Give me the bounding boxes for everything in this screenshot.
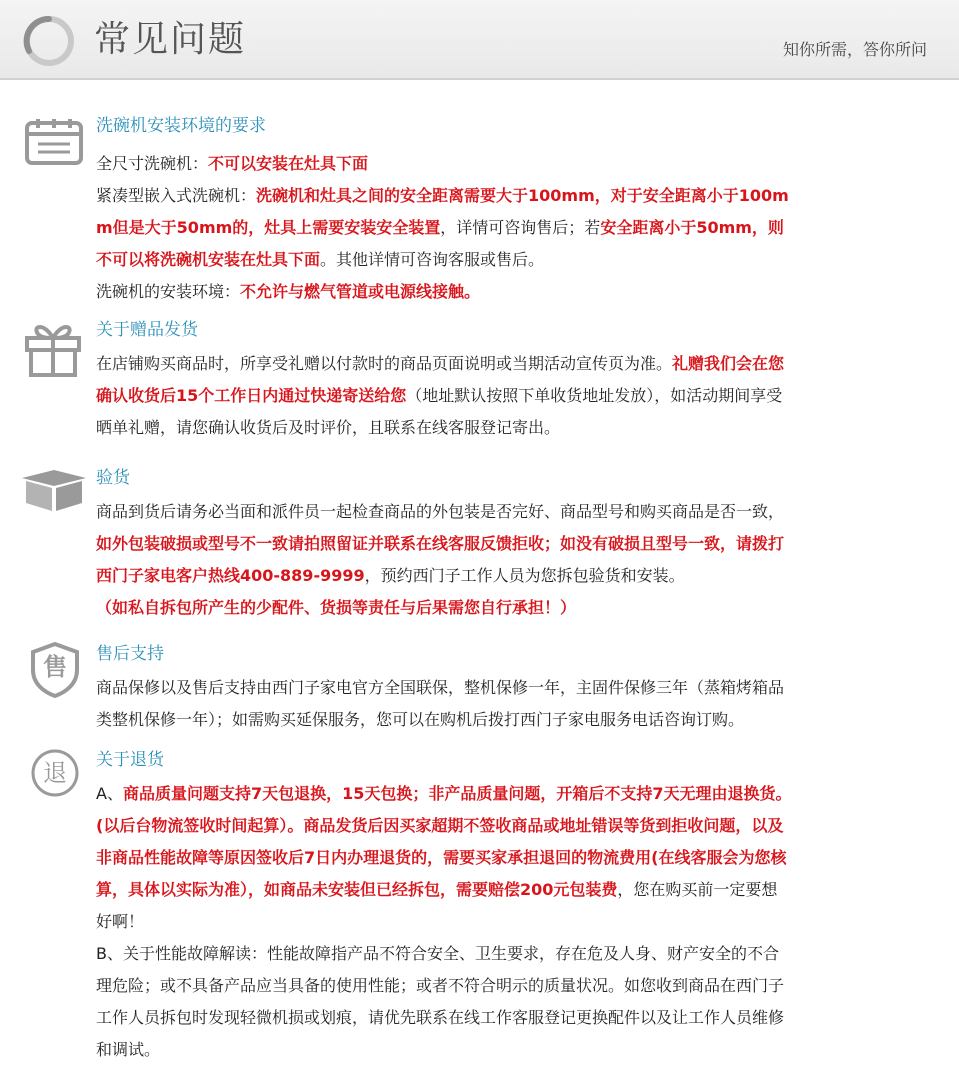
after-sales-shield-icon (30, 642, 80, 698)
text-line: （如私自拆包所产生的少配件、货损等责任与后果需您自行承担！） (96, 598, 577, 617)
section-title: 关于赠品发货 (96, 320, 198, 340)
section-body (96, 778, 926, 1066)
text-line: 商品到货后请务必当面和派件员一起检查商品的外包装是否完好、商品型号和购买商品是否一致， (96, 502, 785, 521)
text-line: 如外包装破损或型号不一致请拍照留证并联系在线客服反馈拒收；如没有破损且型号一致，请拨打 (96, 534, 785, 553)
text-line: m但是大于50mm的，灶具上需要安装安全装置，详情可咨询售后；若安全距离小于50mm，则 (96, 218, 784, 237)
text-line: 理危险；或不具备产品应当具备的使用性能；或者不符合明示的质量状况。如您收到商品在西门子 (96, 976, 785, 995)
return-icon (30, 748, 80, 798)
text-line: 西门子家电客户热线400-889-9999，预约西门子工作人员为您拆包验货和安装。 (96, 566, 685, 585)
text-line: 商品保修以及售后支持由西门子家电官方全国联保，整机保修一年，主固件保修三年（蒸箱烤箱品 (96, 678, 785, 697)
page-title: 常见问题 (94, 19, 247, 60)
section-title: 关于退货 (96, 750, 164, 770)
text-line: 类整机保修一年）；如需购买延保服务，您可以在购机后拨打西门子家电服务电话咨询订购。 (96, 710, 745, 729)
section-body (96, 496, 926, 624)
text-line: A、商品质量问题支持7天包退换，15天包换；非产品质量问题，开箱后不支持7天无理由退换货。 (96, 784, 792, 803)
text-line: 全尺寸洗碗机：不可以安装在灶具下面 (96, 154, 369, 173)
section-body (96, 348, 926, 444)
text-line: 好啊！ (96, 912, 145, 931)
section-title: 洗碗机安装环境的要求 (96, 116, 266, 136)
text-line: 非商品性能故障等原因签收后7日内办理退货的，需要买家承担退回的物流费用(在线客服会为您核 (96, 848, 787, 867)
section-title: 售后支持 (96, 644, 164, 664)
icon-glyph: 退 (43, 759, 67, 787)
text-line: 工作人员拆包时发现轻微机损或划痕，请优先联系在线工作客服登记更换配件以及让工作人员维修 (96, 1008, 785, 1027)
section-title: 验货 (96, 468, 130, 488)
text-line: 洗碗机的安装环境：不允许与燃气管道或电源线接触。 (96, 282, 481, 301)
text-line: 紧凑型嵌入式洗碗机：洗碗机和灶具之间的安全距离需要大于100mm，对于安全距离小于100m (96, 186, 789, 205)
text-line: 晒单礼赠，请您确认收货后及时评价，且联系在线客服登记寄出。 (96, 418, 561, 437)
dishwasher-icon (24, 118, 84, 166)
text-line: 不可以将洗碗机安装在灶具下面。其他详情可咨询客服或售后。 (96, 250, 545, 269)
text-line: 在店铺购买商品时，所享受礼赠以付款时的商品页面说明或当期活动宣传页为准。礼赠我们会在您 (96, 354, 785, 373)
header-slogan: 知你所需，答你所问 (782, 40, 927, 59)
box-icon (20, 468, 88, 512)
text-line: 和调试。 (96, 1040, 161, 1059)
page-header (0, 0, 959, 80)
text-line: (以后台物流签收时间起算）。商品发货后因买家超期不签收商品或地址错误等货到拒收问题，以及 (96, 816, 784, 835)
section-body (96, 672, 926, 736)
icon-glyph: 售 (43, 653, 67, 681)
section-body (96, 148, 926, 308)
text-line: B、关于性能故障解读：性能故障指产品不符合安全、卫生要求，存在危及人身、财产安全的不合 (96, 944, 779, 963)
gift-icon (24, 320, 82, 378)
text-line: 确认收货后15个工作日内通过快递寄送给您（地址默认按照下单收货地址发放），如活动期间享受 (96, 386, 783, 405)
text-line: 算，具体以实际为准），如商品未安装但已经拆包，需要赔偿200元包装费，您在购买前一定要想 (96, 880, 778, 899)
logo-ring-icon (22, 14, 76, 68)
